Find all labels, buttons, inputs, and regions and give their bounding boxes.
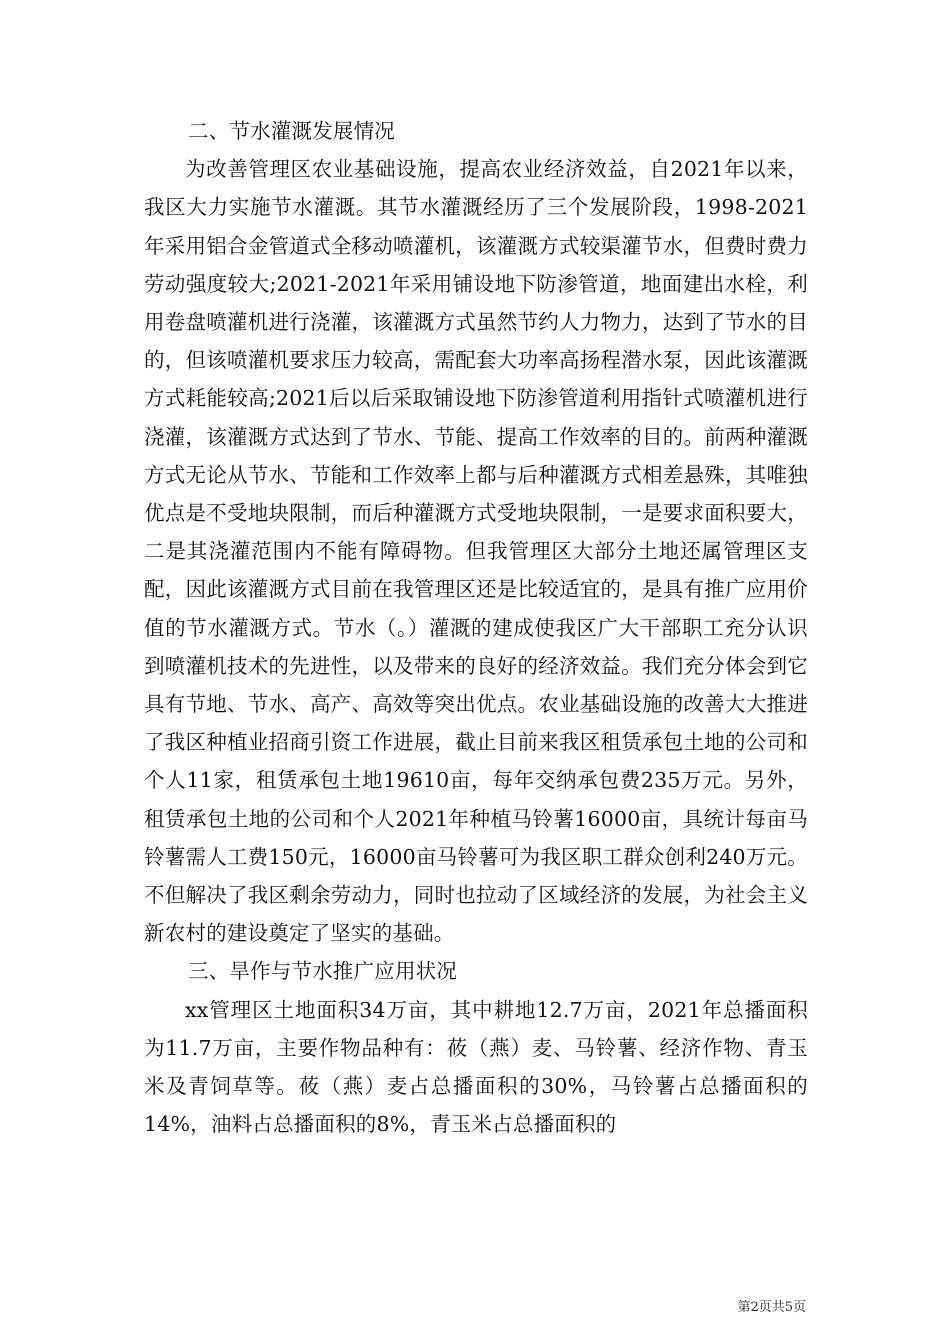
section-paragraph-3: xx管理区土地面积34万亩，其中耕地12.7万亩，2021年总播面积为11.7万亩，主要作物品种有：莜（燕）麦、马铃薯、经济作物、青玉米及青饲草等。莜（燕）麦占总播面积的30%，马铃薯占总播面积的14%，油料占总播面积的8%，青玉米占总播面积的 bbox=[144, 997, 808, 1137]
page-number: 第2页共5页 bbox=[737, 1300, 806, 1315]
document-body bbox=[144, 112, 808, 1143]
section-heading-3: 三、旱作与节水推广应用状况 bbox=[188, 959, 458, 984]
section-heading-2: 二、节水灌溉发展情况 bbox=[188, 119, 395, 143]
section-paragraph-2: 为改善管理区农业基础设施，提高农业经济效益，自2021年以来，我区大力实施节水灌溉。其节水灌溉经历了三个发展阶段，1998-2021年采用铝合金管道式全移动喷灌机，该灌溉方式较渠灌节水，但费时费力劳动强度较大;2021-2021年采用铺设地下防渗管道，地面建出水栓，利用卷盘喷灌机进行浇灌，该灌溉方式虽然节约人力物力，达到了节水的目的，但该喷灌机要求压力较高，需配套大功率高扬程潜水泵，因此该灌溉方式耗能较高;2021后以后采取铺设地下防渗管道利用指针式喷灌机进行浇灌，该灌溉方式达到了节水、节能、提高工作效率的目的。前两种灌溉方式无论从节水、节能和工作效率上都与后种灌溉方式相差悬殊，其唯独优点是不受地块限制，而后种灌溉方式受地块限制，一是要求面积要大，二是其浇灌范围内不能有障碍物。但我管理区大部分土地还属管理区支配，因此该灌溉方式目前在我管理区还是比较适宜的，是具有推广应用价值的节水灌溉方式。节水（。）灌溉的建成使我区广大干部职工充分认识到喷灌机技术的先进性，以及带来的良好的经济效益。我们充分体会到它具有节地、节水、高产、高效等突出优点。农业基础设施的改善大大推进了我区种植业招商引资工作进展，截止目前来我区租赁承包土地的公司和个人11家，租赁承包土地19610亩，每年交纳承包费235万元。另外，租赁承包土地的公司和个人2021年种植马铃薯16000亩，具统计每亩马铃薯需人工费150元，16000亩马铃薯可为我区职工群众创利240万元。不但解决了我区剩余劳动力，同时也拉动了区域经济的发展，为社会主义新农村的建设奠定了坚实的基础。 bbox=[144, 157, 808, 946]
